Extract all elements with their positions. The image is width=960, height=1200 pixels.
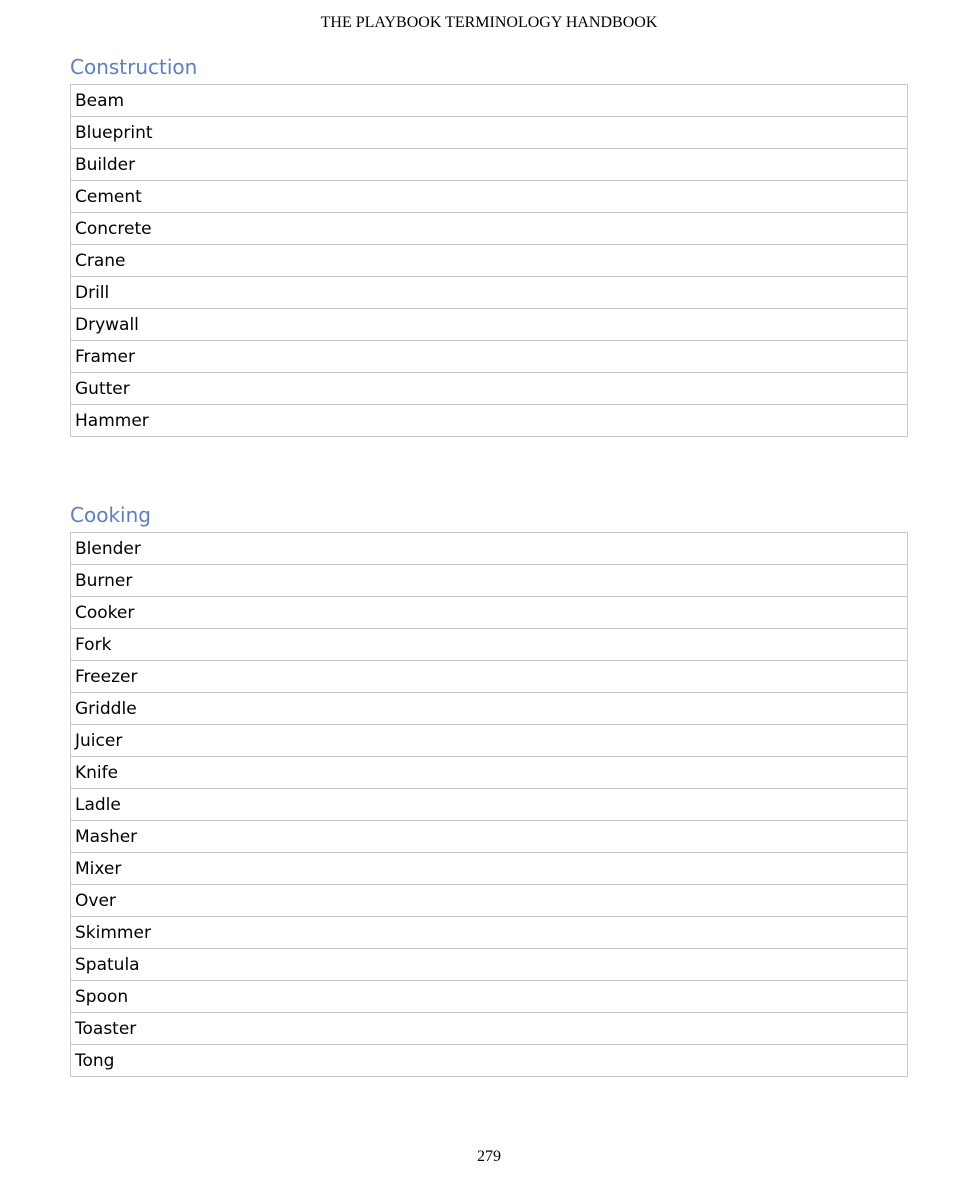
table-row [71, 885, 908, 917]
term-cell: Burner [71, 565, 908, 597]
table-row [71, 949, 908, 981]
term-cell: Cement [71, 181, 908, 213]
term-cell: Juicer [71, 725, 908, 757]
term-cell: Concrete [71, 213, 908, 245]
table-row [71, 309, 908, 341]
term-cell: Crane [71, 245, 908, 277]
term-cell: Ladle [71, 789, 908, 821]
term-cell: Drywall [71, 309, 908, 341]
table-row [71, 853, 908, 885]
term-cell: Fork [71, 629, 908, 661]
table-row [71, 1013, 908, 1045]
term-cell: Skimmer [71, 917, 908, 949]
terms-table-body [71, 85, 908, 437]
table-row [71, 277, 908, 309]
term-cell: Toaster [71, 1013, 908, 1045]
term-cell: Blueprint [71, 117, 908, 149]
terms-table [70, 532, 908, 1077]
section-title: Construction [70, 55, 198, 79]
table-row [71, 533, 908, 565]
term-cell: Knife [71, 757, 908, 789]
table-row [71, 1045, 908, 1077]
terms-table [70, 84, 908, 437]
table-row [71, 981, 908, 1013]
section-title: Cooking [70, 503, 151, 527]
term-cell: Builder [71, 149, 908, 181]
table-row [71, 597, 908, 629]
table-row [71, 725, 908, 757]
term-cell: Mixer [71, 853, 908, 885]
term-cell: Framer [71, 341, 908, 373]
table-row [71, 181, 908, 213]
term-cell: Drill [71, 277, 908, 309]
term-cell: Spatula [71, 949, 908, 981]
term-cell: Spoon [71, 981, 908, 1013]
term-cell: Hammer [71, 405, 908, 437]
table-row [71, 213, 908, 245]
section-construction [70, 52, 908, 437]
term-cell: Tong [71, 1045, 908, 1077]
term-cell: Over [71, 885, 908, 917]
table-row [71, 821, 908, 853]
page-number: 279 [477, 1148, 501, 1165]
table-row [71, 565, 908, 597]
table-row [71, 661, 908, 693]
table-row [71, 693, 908, 725]
term-cell: Griddle [71, 693, 908, 725]
term-cell: Cooker [71, 597, 908, 629]
page-header: THE PLAYBOOK TERMINOLOGY HANDBOOK [320, 14, 658, 31]
term-cell: Blender [71, 533, 908, 565]
term-cell: Beam [71, 85, 908, 117]
term-cell: Freezer [71, 661, 908, 693]
table-row [71, 917, 908, 949]
terms-table-body [71, 533, 908, 1077]
table-row [71, 629, 908, 661]
table-row [71, 245, 908, 277]
table-row [71, 405, 908, 437]
table-row [71, 757, 908, 789]
table-row [71, 789, 908, 821]
table-row [71, 117, 908, 149]
table-row [71, 85, 908, 117]
term-cell: Masher [71, 821, 908, 853]
table-row [71, 341, 908, 373]
table-row [71, 149, 908, 181]
table-row [71, 373, 908, 405]
term-cell: Gutter [71, 373, 908, 405]
section-cooking [70, 500, 908, 1077]
